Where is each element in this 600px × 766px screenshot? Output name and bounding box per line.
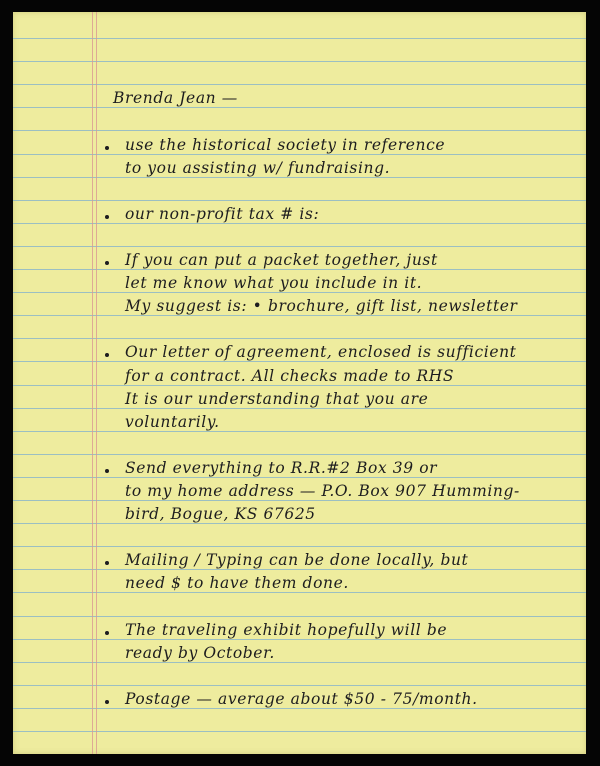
note-line: voluntarily. (125, 412, 220, 431)
bullet-point (105, 631, 109, 635)
bullet-point (105, 700, 109, 704)
left-margin-line-double (96, 12, 97, 754)
ruled-line (13, 269, 586, 270)
note-line: to my home address — P.O. Box 907 Humming- (125, 482, 520, 500)
ruled-line (13, 177, 586, 178)
ruled-line (13, 500, 586, 501)
bullet-point (105, 261, 109, 265)
ruled-line (13, 38, 586, 39)
ruled-line (13, 662, 586, 663)
ruled-line (13, 616, 586, 617)
ruled-line (13, 523, 586, 524)
ruled-line (13, 338, 586, 339)
note-line: our non-profit tax # is: (125, 204, 320, 223)
note-line: bird, Bogue, KS 67625 (125, 505, 316, 524)
note-line: let me know what you include in it. (125, 274, 423, 293)
ruled-line (13, 708, 586, 709)
note-line: for a contract. All checks made to RHS (125, 366, 455, 385)
bullet-point (105, 353, 109, 357)
ruled-line (13, 639, 586, 640)
note-line: My suggest is: • brochure, gift list, newsletter (125, 297, 518, 316)
note-line: use the historical society in reference (125, 135, 446, 154)
ruled-line (13, 61, 586, 62)
note-line: ready by October. (125, 643, 275, 662)
ruled-line (13, 246, 586, 247)
ruled-line (13, 408, 586, 409)
note-line: need $ to have them done. (125, 574, 349, 593)
ruled-line (13, 685, 586, 686)
bullet-point (105, 146, 109, 150)
ruled-line (13, 130, 586, 131)
ruled-line (13, 546, 586, 547)
ruled-line (13, 454, 586, 455)
note-line: Mailing / Typing can be done locally, but (125, 551, 469, 570)
ruled-line (13, 731, 586, 732)
ruled-line (13, 385, 586, 386)
note-line: Our letter of agreement, enclosed is sufficient (125, 343, 517, 362)
note-line: Send everything to R.R.#2 Box 39 or (125, 458, 438, 477)
ruled-line (13, 477, 586, 478)
bullet-point (105, 215, 109, 219)
note-line: to you assisting w/ fundraising. (125, 158, 391, 177)
ruled-line (13, 154, 586, 155)
ruled-line (13, 431, 586, 432)
bullet-point (105, 469, 109, 473)
note-line: Postage — average about $50 - 75/month. (125, 689, 478, 708)
left-margin-line (92, 12, 93, 754)
note-line: It is our understanding that you are (125, 389, 429, 408)
ruled-line (13, 84, 586, 85)
note-line: If you can put a packet together, just (125, 251, 438, 269)
ruled-line (13, 107, 586, 108)
ruled-line (13, 200, 586, 201)
legal-pad-page (13, 12, 586, 754)
bullet-point (105, 561, 109, 565)
ruled-line (13, 292, 586, 293)
note-line: The traveling exhibit hopefully will be (125, 620, 448, 639)
ruled-line (13, 223, 586, 224)
greeting: Brenda Jean — (113, 89, 238, 108)
